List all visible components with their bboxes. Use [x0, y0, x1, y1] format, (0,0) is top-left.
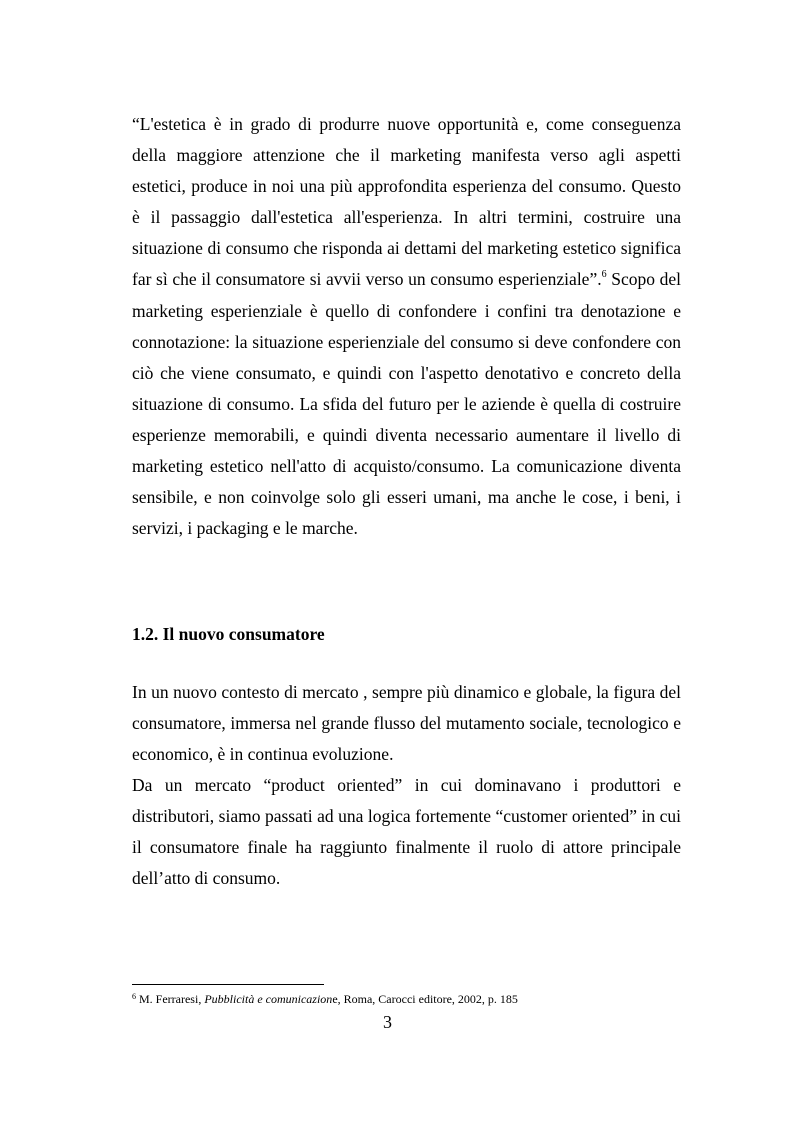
body-paragraph-2: In un nuovo contesto di mercato , sempre più dinamico e globale, la figura del consumatore, immersa nel grande flusso del mutamento sociale, tecnologico e economico, è in continua evoluzione.	[132, 682, 681, 765]
paragraph-1-text-a: “L'estetica è in grado di produrre nuove opportunità e, come conseguenza della maggiore attenzione che il marketing manifesta verso agli aspetti estetici, produce in noi una più approfondita esperienza del consumo. Questo è il passaggio dall'estetica all'esperienza. In altri termini, costruire una situazione di consumo che risponda ai dettami del marketing estetico significa far sì che il consumatore si avvii verso un consumo esperienziale”.	[132, 114, 681, 290]
footnote-title-italic: Pubblicità e comunicazion	[204, 992, 333, 1006]
footnote-author: M. Ferraresi,	[136, 992, 205, 1006]
footnote-title-rest: e	[332, 992, 338, 1006]
section-heading: 1.2. Il nuovo consumatore	[132, 624, 325, 644]
body-paragraph-3: Da un mercato “product oriented” in cui dominavano i produttori e distributori, siamo passati ad una logica fortemente “customer oriented” in cui il consumatore finale ha raggiunto finalmente il ruolo di attore principale dell’atto di consumo.	[132, 775, 681, 889]
footnote	[132, 992, 692, 1007]
page-number: 3	[383, 1012, 392, 1032]
footnote-divider	[132, 984, 324, 985]
footnote-number: 6	[132, 992, 136, 1001]
body-paragraph-1	[132, 109, 681, 544]
footnote-reference: 6	[601, 269, 607, 281]
paragraph-1-text-b: Scopo del marketing esperienziale è quello di confondere i confini tra denotazione e connotazione: la situazione esperienziale del consumo si deve confondere con ciò che viene consumato, e quindi con l'aspetto denotativo e concreto della situazione di consumo. La sfida del futuro per le aziende è quella di costruire esperienze memorabili, e quindi diventa necessario aumentare il livello di marketing estetico nell'atto di acquisto/consumo. La comunicazione diventa sensibile, e non coinvolge solo gli esseri umani, ma anche le cose, i beni, i servizi, i packaging e le marche.	[132, 269, 681, 539]
footnote-details: , Roma, Carocci editore, 2002, p. 185	[337, 992, 518, 1006]
